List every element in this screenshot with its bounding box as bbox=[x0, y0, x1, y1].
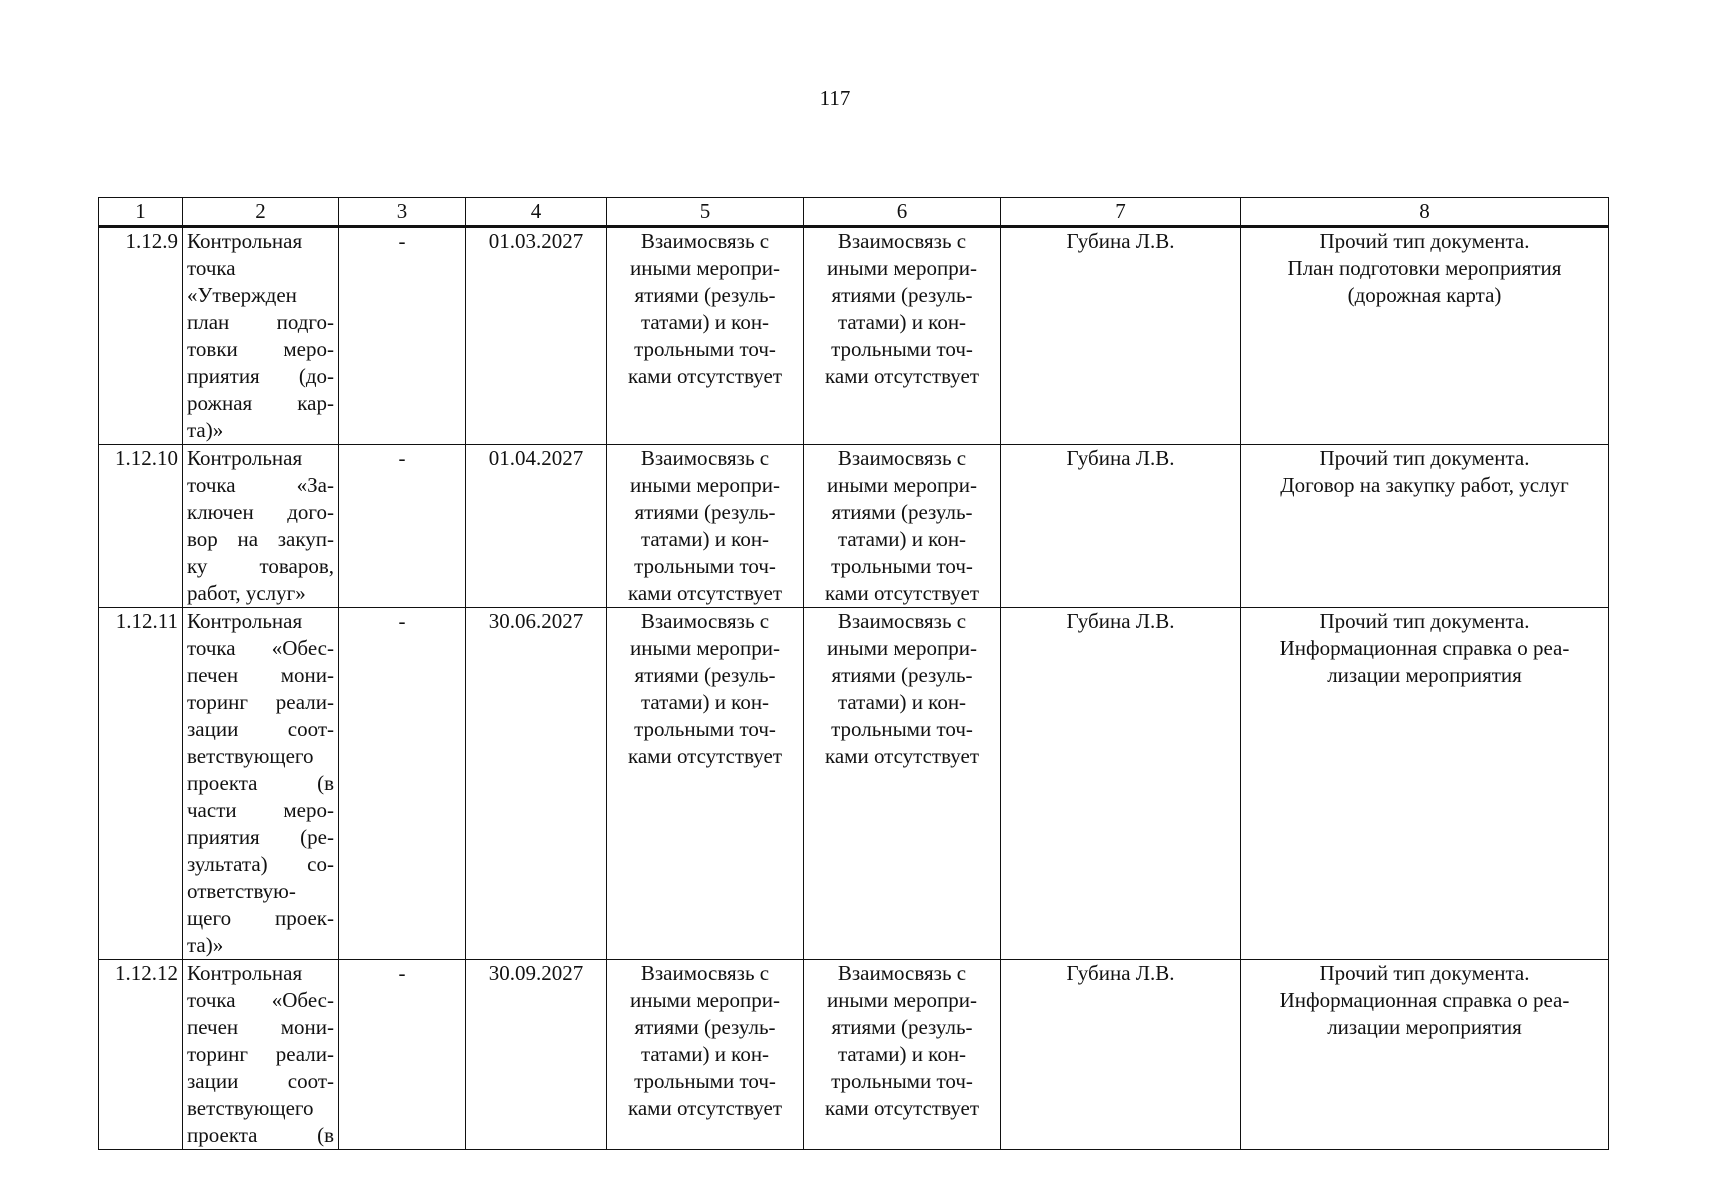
deadline-date: 30.09.2027 bbox=[466, 960, 607, 1150]
relation-line: Взаимосвязь с bbox=[640, 609, 770, 633]
item-name bbox=[183, 960, 339, 1150]
item-name-line: Контрольная bbox=[187, 446, 303, 470]
relation-line: ятиями (резуль- bbox=[634, 663, 776, 687]
relation-line: ками отсутствует bbox=[824, 364, 980, 388]
relation-line: ятиями (резуль- bbox=[634, 283, 776, 307]
relation-line: ками отсутствует bbox=[627, 581, 783, 605]
relation-line: трольными точ- bbox=[831, 554, 973, 578]
relation-line: Взаимосвязь с bbox=[837, 229, 967, 253]
relation-line: иными меропри- bbox=[827, 988, 977, 1012]
relation-line: татами) и кон- bbox=[837, 690, 967, 714]
relation-line: трольными точ- bbox=[634, 717, 776, 741]
relation-line: татами) и кон- bbox=[640, 1042, 770, 1066]
item-name-line: Контрольная bbox=[187, 229, 303, 253]
document-line: Информационная справка о реа- bbox=[1279, 636, 1570, 660]
item-name bbox=[183, 445, 339, 608]
item-name-line: зации соот- bbox=[187, 717, 334, 741]
responsible-person: Губина Л.В. bbox=[1001, 960, 1241, 1150]
relation-line: трольными точ- bbox=[634, 1069, 776, 1093]
item-number: 1.12.9 bbox=[99, 227, 183, 445]
item-name-line: рожная кар- bbox=[187, 391, 334, 415]
table-row bbox=[99, 960, 1609, 1150]
item-name-line: зации соот- bbox=[187, 1069, 334, 1093]
responsible-person: Губина Л.В. bbox=[1001, 227, 1241, 445]
relation-line: татами) и кон- bbox=[837, 310, 967, 334]
document-type bbox=[1241, 960, 1609, 1150]
relation-line: трольными точ- bbox=[634, 337, 776, 361]
relation-line: Взаимосвязь с bbox=[640, 961, 770, 985]
relation-line: иными меропри- bbox=[827, 473, 977, 497]
document-line: Прочий тип документа. bbox=[1319, 446, 1530, 470]
item-name-line: Контрольная bbox=[187, 609, 303, 633]
item-number: 1.12.12 bbox=[99, 960, 183, 1150]
column-3-value: - bbox=[339, 227, 466, 445]
relation-line: татами) и кон- bbox=[837, 527, 967, 551]
document-line: Прочий тип документа. bbox=[1319, 961, 1530, 985]
document-type bbox=[1241, 227, 1609, 445]
relation-line: ками отсутствует bbox=[627, 744, 783, 768]
item-name-line: печен мони- bbox=[187, 1015, 334, 1039]
table-row bbox=[99, 445, 1609, 608]
item-name-line: работ, услуг» bbox=[187, 581, 306, 605]
relation-line: татами) и кон- bbox=[640, 527, 770, 551]
item-name-line: ветствующего bbox=[187, 1096, 314, 1120]
relation-line: Взаимосвязь с bbox=[837, 446, 967, 470]
item-name-line: точка «За- bbox=[187, 473, 334, 497]
item-name-line: точка «Обес- bbox=[187, 988, 334, 1012]
relation-line: ками отсутствует bbox=[824, 1096, 980, 1120]
item-name-line: щего проек- bbox=[187, 906, 334, 930]
item-name-line: план подго- bbox=[187, 310, 334, 334]
table-row bbox=[99, 227, 1609, 445]
item-number: 1.12.10 bbox=[99, 445, 183, 608]
relation-line: Взаимосвязь с bbox=[837, 609, 967, 633]
relation-line: иными меропри- bbox=[630, 636, 780, 660]
item-number: 1.12.11 bbox=[99, 608, 183, 960]
column-header-8: 8 bbox=[1241, 198, 1609, 227]
column-header-1: 1 bbox=[99, 198, 183, 227]
item-name-line: ключен дого- bbox=[187, 500, 334, 524]
relation-line: ятиями (резуль- bbox=[831, 500, 973, 524]
item-name-line: Контрольная bbox=[187, 961, 303, 985]
item-name-line: части меро- bbox=[187, 798, 334, 822]
relation-line: ятиями (резуль- bbox=[831, 663, 973, 687]
relation-line: трольными точ- bbox=[831, 337, 973, 361]
relation-line: трольными точ- bbox=[831, 1069, 973, 1093]
relation-column-5 bbox=[607, 960, 804, 1150]
column-header-7: 7 bbox=[1001, 198, 1241, 227]
document-line: лизации мероприятия bbox=[1327, 663, 1522, 687]
relation-column-6 bbox=[804, 227, 1001, 445]
relation-line: татами) и кон- bbox=[640, 310, 770, 334]
relation-line: иными меропри- bbox=[630, 473, 780, 497]
deadline-date: 30.06.2027 bbox=[466, 608, 607, 960]
item-name-line: торинг реали- bbox=[187, 690, 334, 714]
relation-column-6 bbox=[804, 608, 1001, 960]
relation-line: ками отсутствует bbox=[627, 364, 783, 388]
document-line: (дорожная карта) bbox=[1347, 283, 1502, 307]
deadline-date: 01.04.2027 bbox=[466, 445, 607, 608]
relation-line: трольными точ- bbox=[634, 554, 776, 578]
item-name-line: ку товаров, bbox=[187, 554, 334, 578]
item-name-line: зультата) со- bbox=[187, 852, 334, 876]
item-name-line: вор на закуп- bbox=[187, 527, 334, 551]
document-type bbox=[1241, 445, 1609, 608]
item-name-line: ветствующего bbox=[187, 744, 314, 768]
table-row bbox=[99, 608, 1609, 960]
responsible-person: Губина Л.В. bbox=[1001, 445, 1241, 608]
column-3-value: - bbox=[339, 960, 466, 1150]
relation-column-6 bbox=[804, 445, 1001, 608]
column-header-2: 2 bbox=[183, 198, 339, 227]
column-header-4: 4 bbox=[466, 198, 607, 227]
relation-line: татами) и кон- bbox=[837, 1042, 967, 1066]
column-3-value: - bbox=[339, 445, 466, 608]
document-line: План подготовки мероприятия bbox=[1287, 256, 1562, 280]
relation-column-5 bbox=[607, 445, 804, 608]
relation-column-5 bbox=[607, 608, 804, 960]
item-name-line: печен мони- bbox=[187, 663, 334, 687]
column-number-row bbox=[99, 198, 1609, 227]
relation-line: ятиями (резуль- bbox=[634, 500, 776, 524]
column-header-3: 3 bbox=[339, 198, 466, 227]
item-name-line: «Утвержден bbox=[187, 283, 297, 307]
item-name bbox=[183, 608, 339, 960]
item-name-line: точка «Обес- bbox=[187, 636, 334, 660]
deadline-date: 01.03.2027 bbox=[466, 227, 607, 445]
column-3-value: - bbox=[339, 608, 466, 960]
item-name-line: проекта (в bbox=[187, 1123, 334, 1147]
item-name-line: точка bbox=[187, 256, 236, 280]
document-line: Прочий тип документа. bbox=[1319, 229, 1530, 253]
item-name-line: ответствую- bbox=[187, 879, 296, 903]
relation-line: иными меропри- bbox=[827, 256, 977, 280]
item-name-line: та)» bbox=[187, 933, 224, 957]
document-type bbox=[1241, 608, 1609, 960]
relation-line: трольными точ- bbox=[831, 717, 973, 741]
document-line: Прочий тип документа. bbox=[1319, 609, 1530, 633]
item-name-line: приятия (до- bbox=[187, 364, 334, 388]
relation-column-6 bbox=[804, 960, 1001, 1150]
column-header-6: 6 bbox=[804, 198, 1001, 227]
relation-line: ятиями (резуль- bbox=[831, 283, 973, 307]
item-name-line: проекта (в bbox=[187, 771, 334, 795]
relation-line: иными меропри- bbox=[630, 256, 780, 280]
relation-line: ками отсутствует bbox=[627, 1096, 783, 1120]
document-line: Информационная справка о реа- bbox=[1279, 988, 1570, 1012]
item-name-line: торинг реали- bbox=[187, 1042, 334, 1066]
document-line: лизации мероприятия bbox=[1327, 1015, 1522, 1039]
relation-line: иными меропри- bbox=[827, 636, 977, 660]
relation-line: ятиями (резуль- bbox=[634, 1015, 776, 1039]
relation-line: Взаимосвязь с bbox=[640, 446, 770, 470]
relation-line: Взаимосвязь с bbox=[837, 961, 967, 985]
plan-table bbox=[98, 197, 1609, 1150]
column-header-5: 5 bbox=[607, 198, 804, 227]
item-name-line: та)» bbox=[187, 418, 224, 442]
relation-line: иными меропри- bbox=[630, 988, 780, 1012]
item-name-line: товки меро- bbox=[187, 337, 334, 361]
relation-line: ками отсутствует bbox=[824, 744, 980, 768]
table-body bbox=[99, 227, 1609, 1150]
document-line: Договор на закупку работ, услуг bbox=[1280, 473, 1569, 497]
relation-line: ками отсутствует bbox=[824, 581, 980, 605]
relation-line: Взаимосвязь с bbox=[640, 229, 770, 253]
page-number: 117 bbox=[819, 86, 851, 110]
relation-line: татами) и кон- bbox=[640, 690, 770, 714]
relation-column-5 bbox=[607, 227, 804, 445]
item-name-line: приятия (ре- bbox=[187, 825, 334, 849]
responsible-person: Губина Л.В. bbox=[1001, 608, 1241, 960]
item-name bbox=[183, 227, 339, 445]
relation-line: ятиями (резуль- bbox=[831, 1015, 973, 1039]
